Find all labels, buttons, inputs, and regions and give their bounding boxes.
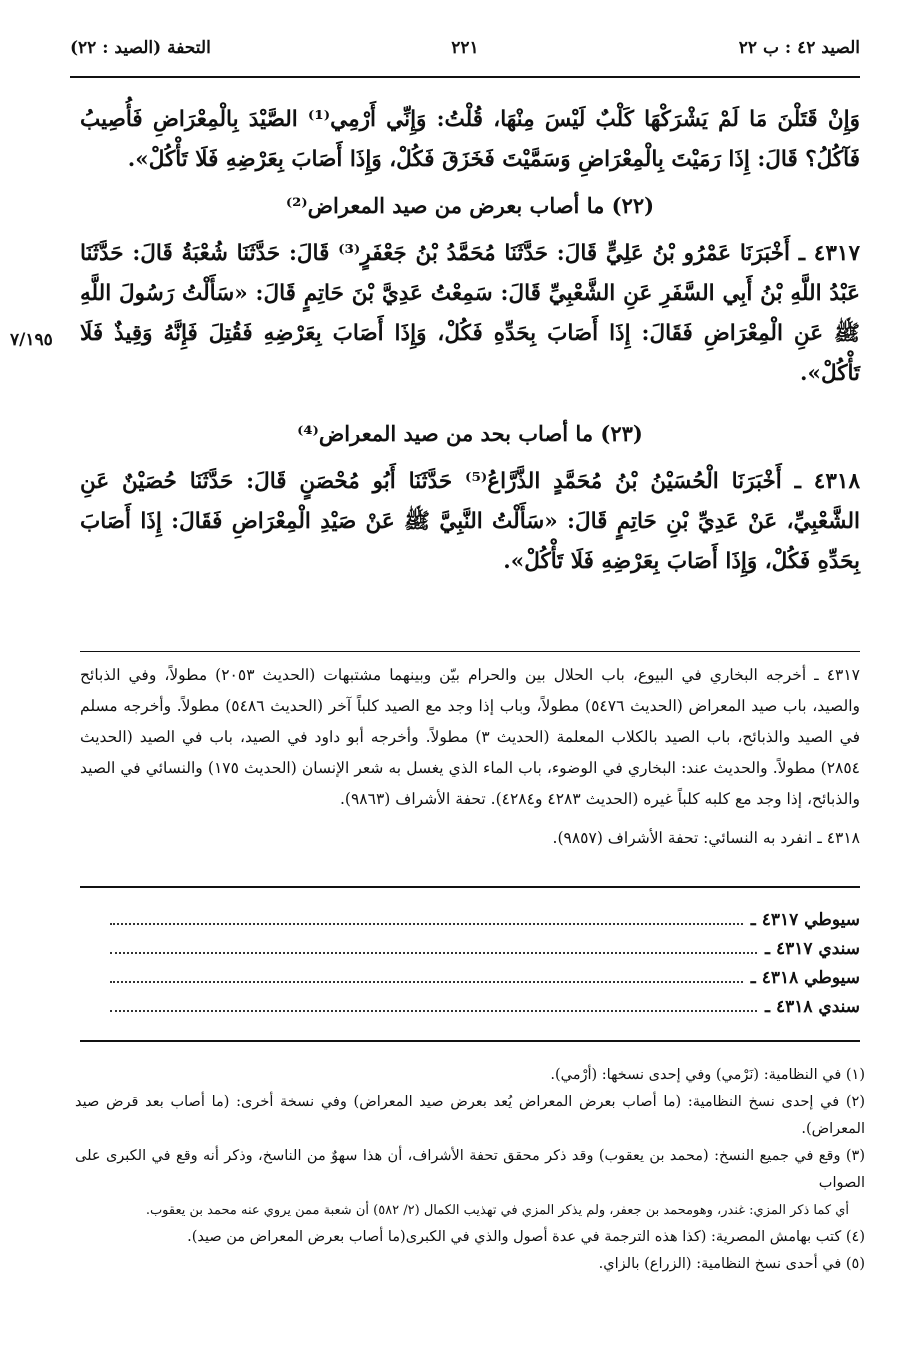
footnote-1: (١) في النظامية: (نَرْمي) وفي إحدى نسخها: (أرْمي).: [550, 1067, 865, 1083]
main-text: [80, 100, 860, 582]
cross-ref-row: [110, 905, 860, 934]
cross-ref-label: سندي ٤٣١٧ ـ: [765, 938, 860, 959]
dot-leader: [110, 952, 757, 954]
margin-volume-ref: ٧/١٩٥: [10, 330, 53, 350]
hadith-4318: ٤٣١٨ ـ أَخْبَرَنَا الْحُسَيْنُ بْنُ مُحَمَّدٍ الذَّرَّاعُ⁽⁵⁾ حَدَّثَنَا أَبُو مُحْصَنٍ قَالَ: حَدَّثَنَا حُصَيْنٌ عَنِ الشَّعْبِيِّ، عَنْ عَدِيِّ بْنِ حَاتِمٍ قَالَ: «سَأَلْتُ النَّبِيَّ ﷺ عَنْ صَيْدِ الْمِعْرَاضِ فَقَالَ: إِذَا أَصَابَ بِحَدِّهِ فَكُلْ، وَإِذَا أَصَابَ بِعَرْضِهِ فَلَا تَأْكُلْ».: [80, 469, 860, 574]
footnote-3-continuation: أي كما ذكر المزي: غندر، وهومحمد بن جعفر، ولم يذكر المزي في تهذيب الكمال (٢/ ٥٨٢) أن شعبة ممن يروي عنه محمد بن يعقوب.: [145, 1203, 849, 1218]
section-title-22: (٢٢) ما أصاب بعرض من صيد المعراض⁽²⁾: [285, 193, 655, 218]
page-number: ٢٢١: [451, 38, 479, 58]
intro-paragraph: وَإِنْ قَتَلْنَ مَا لَمْ يَشْرَكْهَا كَلْبٌ لَيْسَ مِنْهَا، قُلْتُ: وَإِنِّي أَرْمِي⁽¹⁾ الصَّيْدَ بِالْمِعْرَاضِ فَأُصِيبُ فَآكُلُ؟ قَالَ: إِذَا رَمَيْتَ بِالْمِعْرَاضِ وَسَمَّيْتَ فَخَزَقَ فَكُلْ، وَإِذَا أَصَابَ بِعَرْضِهِ فَلَا تَأْكُلْ».: [80, 107, 860, 172]
crossref-rule: [80, 886, 860, 888]
dot-leader: [110, 923, 743, 925]
page-header: [70, 38, 860, 68]
header-rule: [70, 76, 860, 78]
dot-leader: [110, 981, 743, 983]
section-title-23: (٢٣) ما أصاب بحد من صيد المعراض⁽⁴⁾: [297, 421, 643, 446]
footnote-5: (٥) في أحدى نسخ النظامية: (الزراع) بالزاي.: [598, 1256, 865, 1272]
footnote-2: (٢) في إحدى نسخ النظامية: (ما أصاب بعرض المعراض يُعد بعرض صيد المعراض) وفي نسخة أخرى: (ما أصاب بعد قرض صيد المعراض).: [75, 1094, 865, 1137]
cross-ref-row: [110, 963, 860, 992]
footnotes: [75, 1062, 865, 1278]
header-chapter-ref: الصيد ٤٢ : ب ٢٢: [738, 38, 860, 58]
footnote-3: (٣) وقع في جميع النسخ: (محمد بن يعقوب) وقد ذكر محقق تحفة الأشراف، أن هذا سهوٌ من الناسخ، وذكر أنه وقع في الكبرى على الصواب: [75, 1148, 865, 1191]
cross-ref-label: سيوطي ٤٣١٨ ـ: [750, 967, 860, 988]
cross-ref-label: سندي ٤٣١٨ ـ: [765, 996, 860, 1017]
hadith-4317: ٤٣١٧ ـ أَخْبَرَنَا عَمْرُو بْنُ عَلِيٍّ قَالَ: حَدَّثَنَا مُحَمَّدُ بْنُ جَعْفَرٍ⁽³⁾ قَالَ: حَدَّثَنَا شُعْبَةُ قَالَ: حَدَّثَنَا عَبْدُ اللَّهِ بْنُ أَبِي السَّفَرِ عَنِ الشَّعْبِيِّ قَالَ: سَمِعْتُ عَدِيَّ بْنَ حَاتِمٍ قَالَ: «سَأَلْتُ رَسُولَ اللَّهِ ﷺ عَنِ الْمِعْرَاضِ فَقَالَ: إِذَا أَصَابَ بِحَدِّهِ فَكُلْ، وَإِذَا أَصَابَ بِعَرْضِهِ فَقُتِلَ فَإِنَّهُ وَقِيذٌ فَلَا تَأْكُلْ».: [80, 241, 860, 386]
footnote-4: (٤) كتب بهامش المصرية: (كذا هذه الترجمة في عدة أصول والذي في الكبرى(ما أصاب بعرض المعراض من صيد).: [187, 1229, 865, 1245]
cross-ref-label: سيوطي ٤٣١٧ ـ: [750, 909, 860, 930]
takhrij-rule: [80, 651, 860, 652]
cross-ref-row: [110, 992, 860, 1021]
dot-leader: [110, 1010, 757, 1012]
takhrij-note-4318: ٤٣١٨ ـ انفرد به النسائي: تحفة الأشراف (٩٨٥٧).: [552, 829, 860, 847]
footnotes-rule: [80, 1040, 860, 1042]
takhrij-note-4317: ٤٣١٧ ـ أخرجه البخاري في البيوع، باب الحلال بين والحرام بيّن وبينهما مشتبهات (الحديث ٢٠٥٣) مطولاً، وفي الذبائح والصيد، باب صيد المعراض (الحديث ٥٤٧٦) مطولاً، وباب إذا وجد مع الصيد كلباً آخر (الحديث ٥٤٨٦) مطولاً. وأخرجه مسلم في الصيد والذبائح، باب الصيد بالكلاب المعلمة (الحديث ٣) مطولاً. وأخرجه أبو داود في الصيد، باب في الصيد (الحديث ٢٨٥٤) مطولاً. والحديث عند: البخاري في الوضوء، باب الماء الذي يغسل به شعر الإنسان (الحديث ١٧٥) والنسائي في الصيد والذبائح، إذا وجد مع كلبه كلباً غيره (الحديث ٤٢٨٣ و٤٢٨٤). تحفة الأشراف (٩٨٦٣).: [80, 666, 861, 808]
cross-reference-list: [110, 905, 860, 1021]
takhrij-section: [80, 660, 860, 854]
header-tuhfa-ref: التحفة (الصيد : ٢٢): [70, 38, 211, 58]
cross-ref-row: [110, 934, 860, 963]
